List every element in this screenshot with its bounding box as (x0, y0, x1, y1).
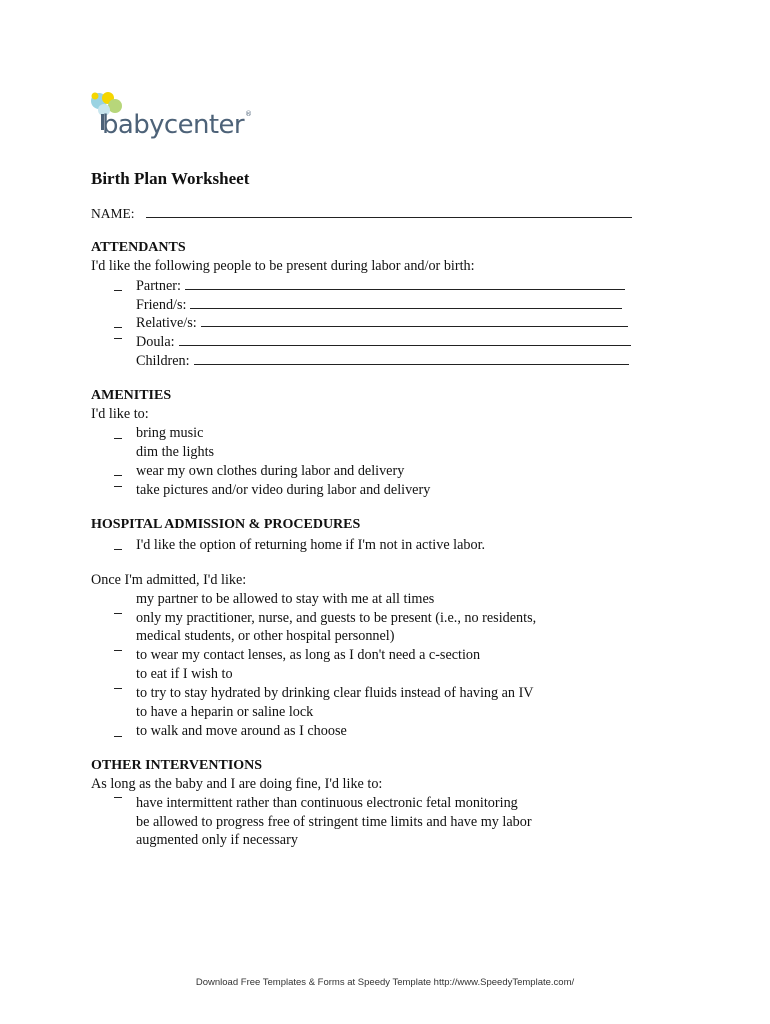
attendants-intro: I'd like the following people to be present during labor and/or birth: (91, 258, 475, 274)
partner-line[interactable] (185, 277, 625, 290)
hospital-dash (114, 549, 122, 550)
attendants-dash (114, 338, 122, 339)
intervention-item: be allowed to progress free of stringent time limits and have my labor (136, 814, 532, 830)
hospital-dash (114, 613, 122, 614)
admitted-item: to wear my contact lenses, as long as I don't need a c-section (136, 647, 481, 663)
admitted-item: to eat if I wish to (136, 666, 233, 682)
attendants-dash (114, 290, 122, 291)
amenity-item: take pictures and/or video during labor and delivery (136, 482, 431, 498)
friends-field: Friend/s: (136, 296, 622, 314)
hospital-heading: HOSPITAL ADMISSION & PROCEDURES (91, 517, 361, 532)
amenities-heading: AMENITIES (91, 388, 172, 403)
hospital-dash (114, 650, 122, 651)
amenity-item: dim the lights (136, 444, 215, 460)
admitted-item: to walk and move around as I choose (136, 723, 347, 739)
interventions-intro: As long as the baby and I are doing fine, I'd like to: (91, 776, 383, 792)
intervention-item: have intermittent rather than continuous electronic fetal monitoring (136, 795, 518, 811)
amenities-dash (114, 475, 122, 476)
babycenter-logo (88, 90, 268, 152)
admitted-item: medical students, or other hospital personnel) (136, 628, 395, 644)
name-field (91, 205, 632, 222)
footer-link-text: Download Free Templates & Forms at Speedy Template http://www.SpeedyTemplate.com/ (195, 977, 575, 988)
name-line[interactable] (146, 205, 632, 218)
interventions-dash (114, 797, 122, 798)
logo-wordmark: babycenter® (102, 110, 252, 140)
doula-field: Doula: (136, 333, 631, 351)
relatives-field: Relative/s: (136, 314, 628, 332)
amenity-item: bring music (136, 425, 204, 441)
children-field: Children: (136, 352, 629, 370)
admitted-intro: Once I'm admitted, I'd like: (91, 572, 247, 588)
attendants-heading: ATTENDANTS (91, 240, 186, 255)
hospital-dash (114, 736, 122, 737)
amenities-intro: I'd like to: (91, 406, 149, 422)
page-title: Birth Plan Worksheet (91, 169, 250, 188)
amenity-item: wear my own clothes during labor and delivery (136, 463, 405, 479)
admitted-item: only my practitioner, nurse, and guests to be present (i.e., no residents, (136, 610, 537, 626)
doula-line[interactable] (179, 333, 631, 346)
relatives-line[interactable] (201, 314, 628, 327)
admitted-item: my partner to be allowed to stay with me at all times (136, 591, 435, 607)
children-line[interactable] (194, 352, 629, 365)
hospital-dash (114, 688, 122, 689)
hospital-option: I'd like the option of returning home if I'm not in active labor. (136, 537, 486, 553)
attendants-dash (114, 327, 122, 328)
admitted-item: to have a heparin or saline lock (136, 704, 314, 720)
amenities-dash (114, 486, 122, 487)
intervention-item: augmented only if necessary (136, 832, 298, 848)
interventions-heading: OTHER INTERVENTIONS (91, 758, 263, 773)
friends-line[interactable] (190, 296, 622, 309)
amenities-dash (114, 438, 122, 439)
partner-field: Partner: (136, 277, 625, 295)
admitted-item: to try to stay hydrated by drinking clear fluids instead of having an IV (136, 685, 534, 701)
name-label: NAME: (91, 206, 135, 221)
